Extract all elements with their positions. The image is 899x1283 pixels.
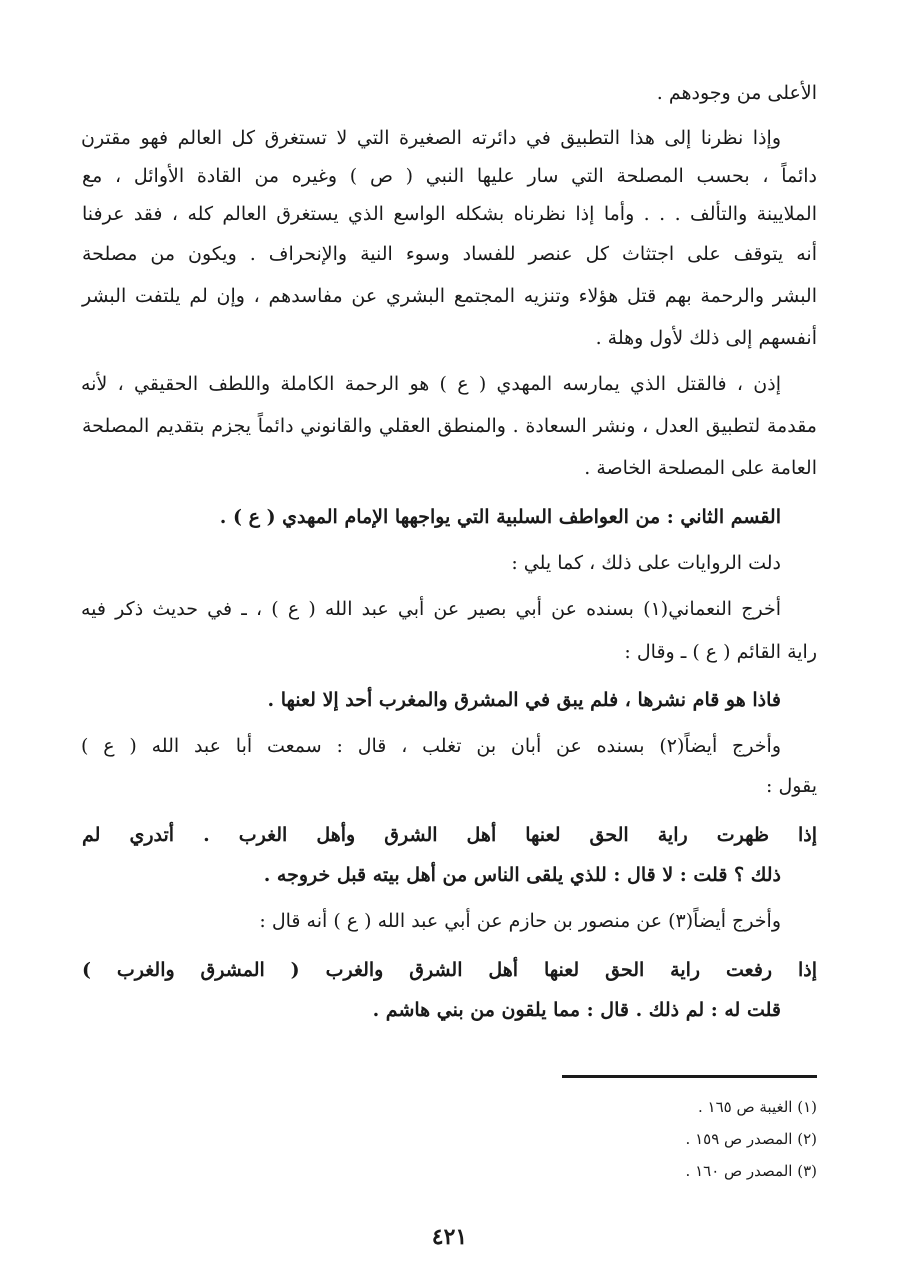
text-line: الأعلى من وجودهم . (656, 82, 817, 104)
hadith-quote: إذا ظهرت راية الحق لعنها أهل الشرق وأهل الغرب . أتدري لم (82, 824, 817, 846)
text-line: وأخرج أيضاً(٢) بسنده عن أبان بن تغلب ، قال : سمعت أبا عبد الله ( ع ) (81, 735, 782, 757)
text-line: وإذا نظرنا إلى هذا التطبيق في دائرته الصغيرة التي لا تستغرق كل العالم فهو مقترن (81, 127, 781, 149)
text-line: أنه يتوقف على اجتثاث كل عنصر للفساد وسوء النية والإنحراف . ويكون من مصلحة (82, 243, 817, 265)
text-line: وأخرج أيضاً(٣) عن منصور بن حازم عن أبي عبد الله ( ع ) أنه قال : (259, 910, 781, 932)
footnote: (٣) المصدر ص ١٦٠ . (685, 1162, 817, 1180)
text-line: مقدمة لتطبيق العدل ، ونشر السعادة . والمنطق العقلي والقانوني دائماً يجزم بتقديم المصلحة (82, 415, 817, 437)
section-heading: القسم الثاني : من العواطف السلبية التي يواجهها الإمام المهدي ( ع ) . (219, 506, 781, 528)
text-line: العامة على المصلحة الخاصة . (584, 457, 817, 479)
footnote: (٢) المصدر ص ١٥٩ . (685, 1130, 817, 1148)
text-line: راية القائم ( ع ) ـ وقال : (624, 641, 817, 663)
text-line: دلت الروايات على ذلك ، كما يلي : (511, 552, 781, 574)
text-line: البشر والرحمة بهم قتل هؤلاء وتنزيه المجتمع البشري عن مفاسدهم ، وإن لم يلتفت البشر (82, 285, 817, 307)
hadith-quote: قلت له : لم ذلك . قال : مما يلقون من بني هاشم . (372, 999, 781, 1021)
text-line: دائماً ، بحسب المصلحة التي سار عليها النبي ( ص ) وغيره من القادة الأوائل ، مع (82, 165, 817, 187)
text-line: يقول : (766, 775, 817, 797)
footnote: (١) الغيبة ص ١٦٥ . (697, 1098, 817, 1116)
footnote-separator (562, 1075, 817, 1078)
text-line: إذن ، فالقتل الذي يمارسه المهدي ( ع ) هو الرحمة الكاملة واللطف الحقيقي ، لأنه (81, 373, 781, 395)
hadith-quote: إذا رفعت راية الحق لعنها أهل الشرق والغرب ( المشرق والغرب ) (82, 959, 817, 981)
text-line: أخرج النعماني(١) بسنده عن أبي بصير عن أبي عبد الله ( ع ) ، ـ في حديث ذكر فيه (81, 598, 781, 620)
hadith-quote: ذلك ؟ قلت : لا قال : للذي يلقى الناس من أهل بيته قبل خروجه . (263, 864, 781, 886)
text-line: الملايينة والتألف . . . وأما إذا نظرناه بشكله الواسع الذي يستغرق العالم كله ، فقد عرفنا (82, 203, 817, 225)
text-line: أنفسهم إلى ذلك لأول وهلة . (595, 327, 817, 349)
page-number: ٤٢١ (431, 1224, 468, 1250)
hadith-quote: فاذا هو قام نشرها ، فلم يبق في المشرق والمغرب أحد إلا لعنها . (267, 689, 781, 711)
